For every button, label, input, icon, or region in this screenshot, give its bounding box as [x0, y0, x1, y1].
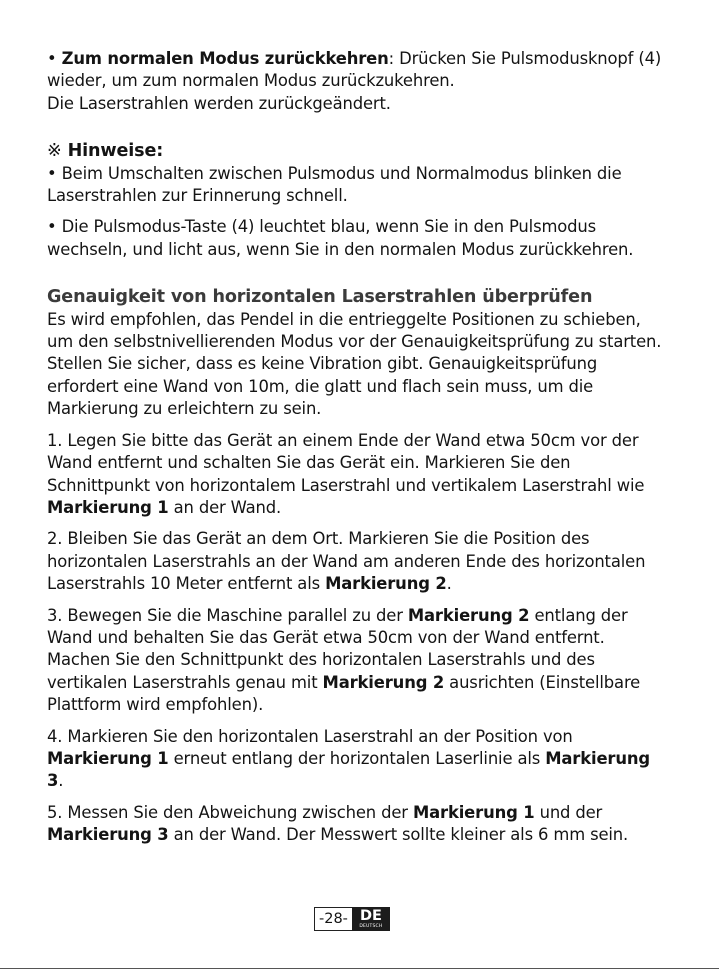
language-code: DE: [359, 908, 382, 924]
step-2: [47, 528, 667, 595]
reference-mark-icon: ※: [47, 141, 62, 162]
step-text: .: [446, 574, 452, 594]
marker-label: Markierung 2: [322, 672, 445, 692]
step-text: 1. Legen Sie bitte das Gerät an einem Ende der Wand etwa 50cm vor der Wand entfernt und schalten Sie das Gerät ein. Markieren Sie den Schnittpunkt von horizontalem Laserstrahl und vertikalem Laserstrahl wie: [47, 430, 645, 495]
marker-label: Markierung 3: [47, 825, 169, 845]
marker-label: Markierung 2: [407, 605, 530, 625]
step-4: [47, 726, 667, 793]
step-text: 4. Markieren Sie den horizontalen Laserstrahl an der Position von: [47, 726, 573, 746]
bullet: •: [47, 49, 57, 68]
section-intro: Es wird empfohlen, das Pendel in die entrieggelte Positionen zu schieben, um den selbstnivellierenden Modus vor der Genauigkeitsprüfung zu starten. Stellen Sie sicher, dass es keine Vibration gibt. Genauigkeitsprüfung erfordert eine Wand von 10m, die glatt und flach sein muss, um die Markierung zu erleichtern zu sein.: [47, 309, 662, 419]
notes-title: Hinweise:: [67, 141, 164, 162]
step-text: 2. Bleiben Sie das Gerät an dem Ort. Markieren Sie die Position des horizontalen Laserstrahls an der Wand am anderen Ende des horizontalen Laserstrahls 10 Meter entfernt als: [47, 529, 646, 594]
marker-label: Markierung 2: [325, 574, 447, 594]
step-text: erneut entlang der horizontalen Laserlinie als: [168, 748, 546, 768]
step-5: [47, 802, 667, 847]
step-text: 3. Bewegen Sie die Maschine parallel zu der: [47, 605, 408, 625]
step-text: ausrichten (Einstellbare Plattform wird empfohlen).: [47, 672, 641, 715]
page-content: [47, 48, 667, 847]
page-footer: [314, 907, 390, 931]
note-item: • Die Pulsmodus-Taste (4) leuchtet blau, wenn Sie in den Pulsmodus wechseln, und licht aus, wenn Sie in den normalen Modus zurückkehren.: [47, 217, 634, 259]
marker-label: Markierung 3: [47, 748, 650, 791]
step-text: entlang der Wand und behalten Sie das Gerät etwa 50cm von der Wand entfernt. Machen Sie den Schnittpunkt des horizontalen Laserstrahls und des vertikalen Laserstrahls genau mit: [47, 605, 628, 692]
marker-label: Markierung 1: [412, 802, 535, 822]
step-3: [47, 605, 667, 717]
section-title: Genauigkeit von horizontalen Laserstrahlen überprüfen: [47, 287, 593, 308]
step-text: an der Wand. Der Messwert sollte kleiner als 6 mm sein.: [168, 825, 629, 845]
marker-label: Markierung 1: [47, 497, 169, 517]
bullet-line2: Die Laserstrahlen werden zurückgeändert.: [47, 93, 391, 113]
bullet-text: : Drücken Sie Pulsmodusknopf (4) wieder, um zum normalen Modus zurückzukehren.: [47, 49, 662, 91]
bullet-label: Zum normalen Modus zurückkehren: [61, 49, 389, 68]
page-number: -28-: [314, 907, 352, 931]
step-1: [47, 430, 667, 520]
note-item: • Beim Umschalten zwischen Pulsmodus und Normalmodus blinken die Laserstrahlen zur Erinnerung schnell.: [47, 163, 622, 206]
notes-heading: [47, 140, 667, 162]
step-text: 5. Messen Sie den Abweichung zwischen der: [47, 802, 413, 822]
step-text: an der Wand.: [168, 497, 282, 517]
step-text: und der: [534, 802, 603, 822]
bottom-divider: [0, 968, 719, 969]
step-text: .: [58, 771, 64, 791]
marker-label: Markierung 1: [47, 748, 169, 768]
language-name: DEUTSCH: [359, 924, 383, 929]
bullet-normal-mode: [47, 48, 667, 115]
language-badge: [352, 907, 390, 931]
